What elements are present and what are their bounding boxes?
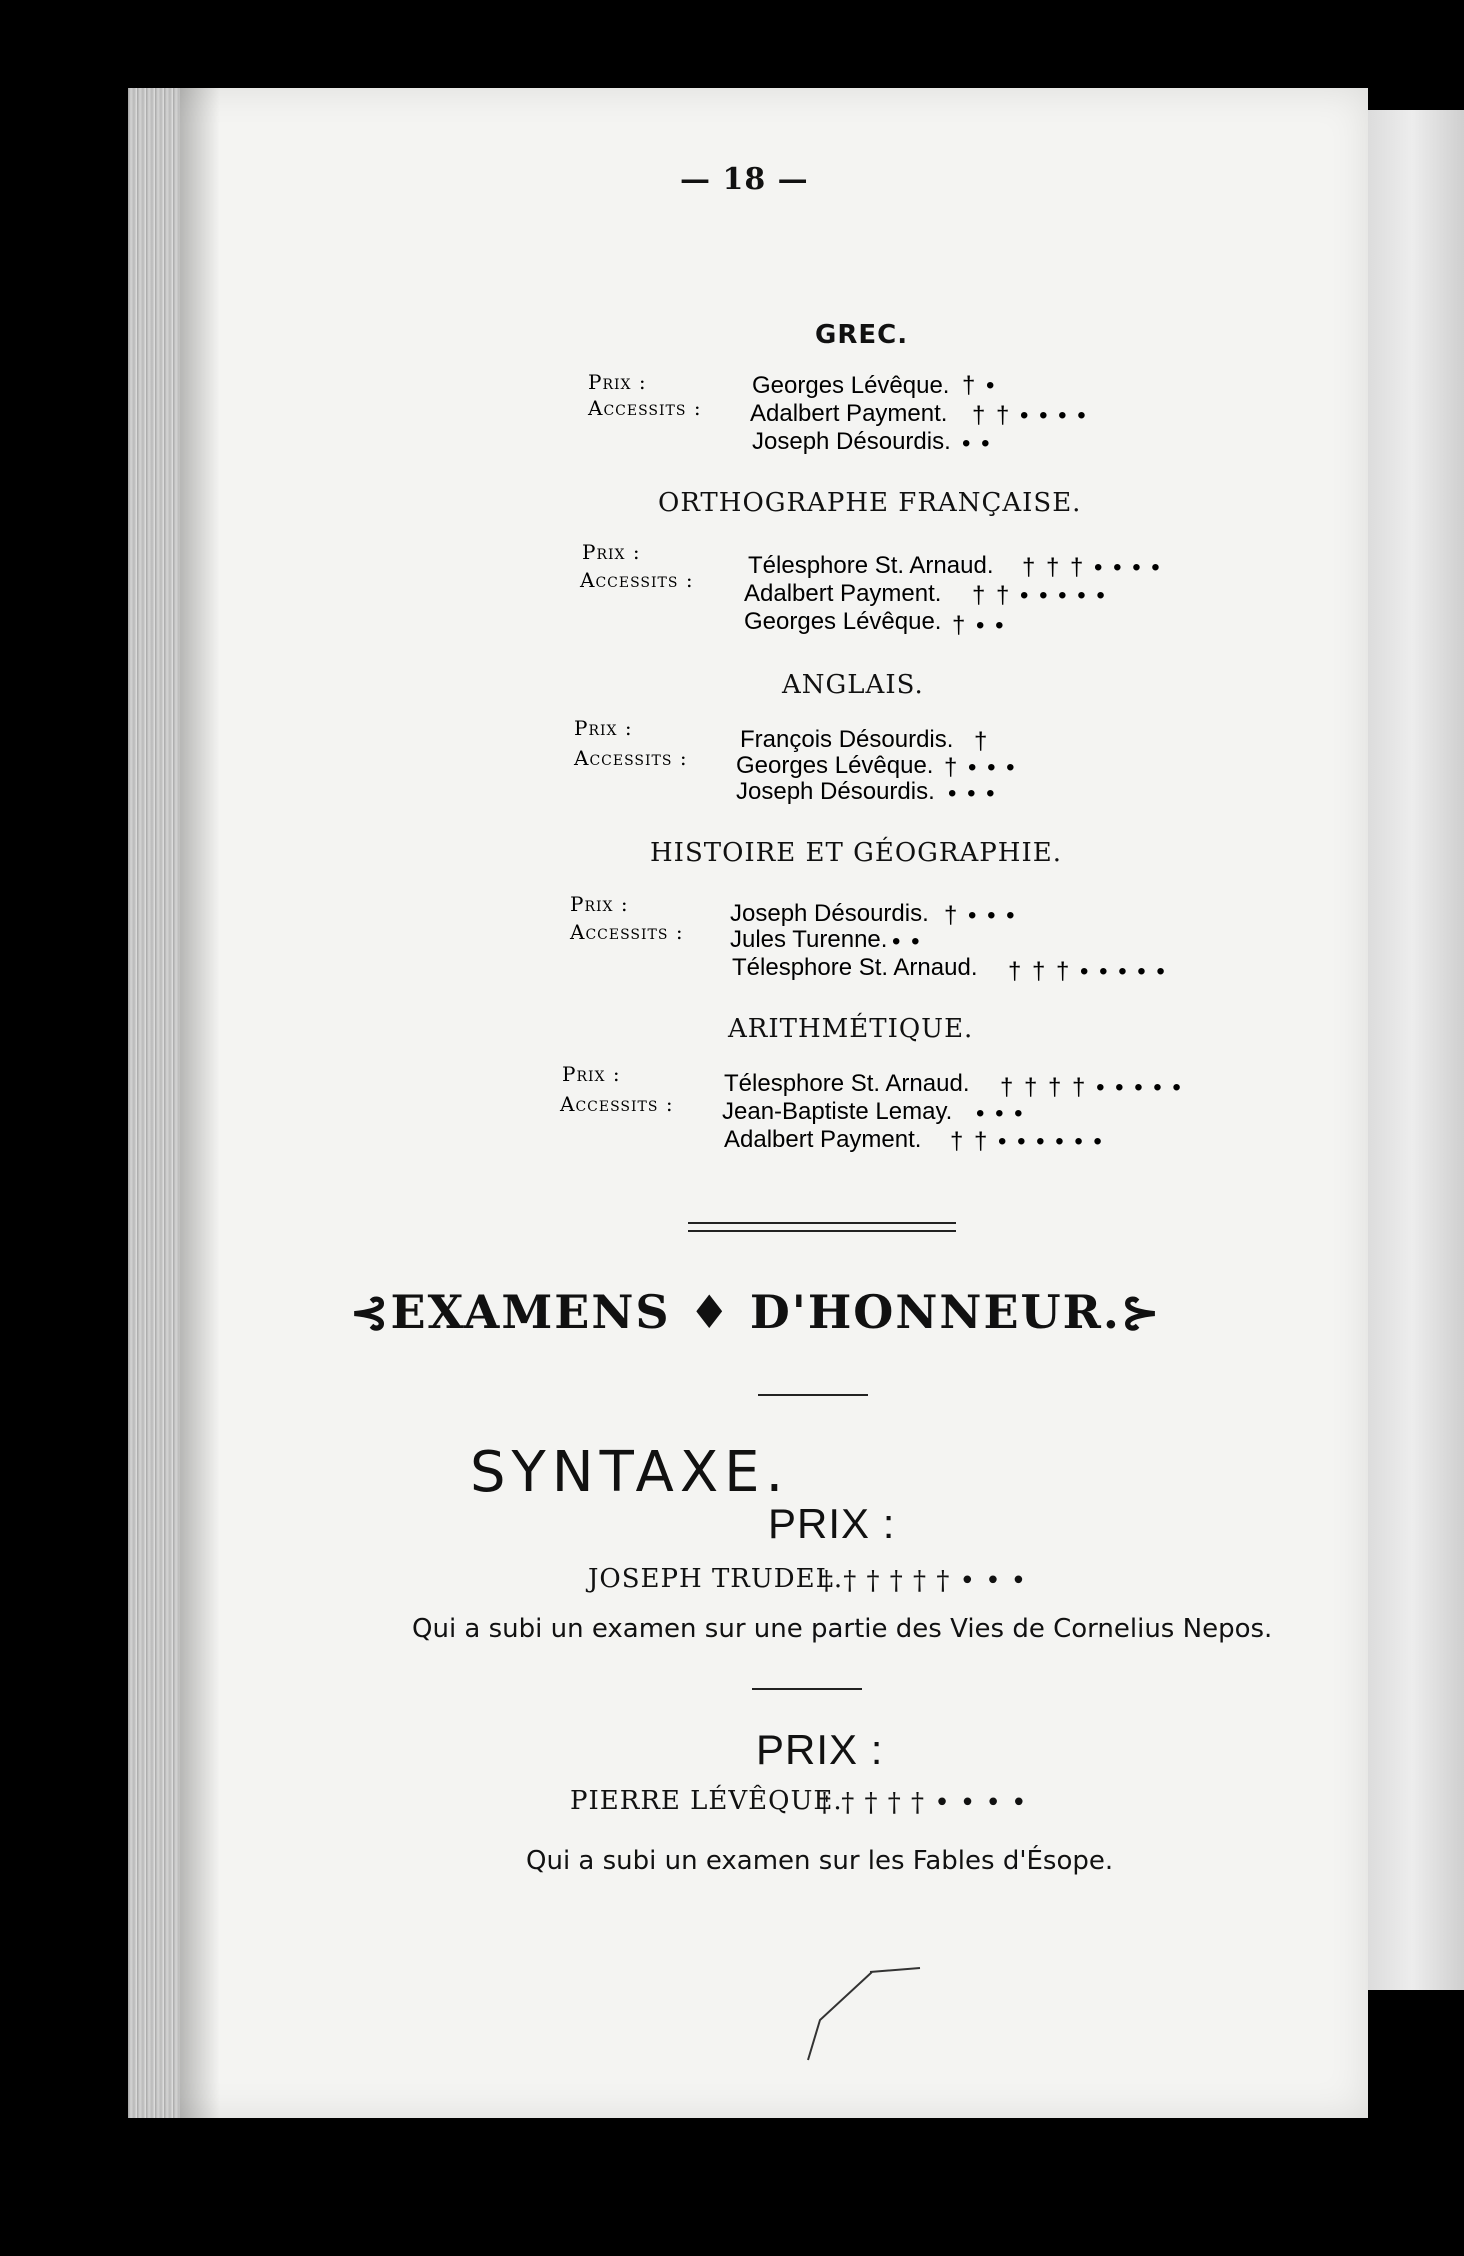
entry-name: Joseph Désourdis. — [730, 900, 929, 927]
winner-name: PIERRE LÉVÊQUE. — [570, 1786, 843, 1816]
entry-marks: • • — [962, 430, 992, 457]
entry-marks: † † • • • • — [972, 402, 1088, 429]
winner-marks: † † † † † • • • • — [818, 1788, 1028, 1818]
winner-marks: † † † † † † • • • — [820, 1566, 1028, 1596]
prix-label: Prix : — [582, 540, 641, 564]
ornament-right-icon: ⊱ — [1120, 1285, 1162, 1339]
entry-marks: † • • — [952, 612, 1006, 639]
divider-rule — [752, 1688, 862, 1690]
entry-marks: † † • • • • • • — [950, 1128, 1104, 1155]
entry-name: Joseph Désourdis. — [736, 778, 935, 805]
divider-rule — [688, 1230, 956, 1232]
entry-name: Adalbert Payment. — [750, 400, 948, 427]
section-title-orthographe: ORTHOGRAPHE FRANÇAISE. — [658, 488, 1082, 518]
next-page-edge — [1360, 110, 1464, 1990]
page-gutter — [128, 88, 180, 2118]
entry-name: Jules Turenne. — [730, 926, 888, 953]
divider-rule — [758, 1394, 868, 1396]
entry-name: Télesphore St. Arnaud. — [724, 1070, 970, 1097]
section-title-anglais: ANGLAIS. — [782, 670, 924, 700]
entry-marks: † • • • — [944, 902, 1017, 929]
entry-marks: † † † † • • • • • — [1000, 1074, 1183, 1101]
accessits-label: Accessits : — [560, 1092, 674, 1116]
entry-marks: † † † • • • • • — [1008, 958, 1167, 985]
entry-marks: † † † • • • • — [1022, 554, 1162, 581]
entry-marks: † • — [962, 372, 997, 399]
entry-marks: † † • • • • • — [972, 582, 1107, 609]
entry-marks: • • — [892, 928, 922, 955]
entry-name: Georges Lévêque. — [752, 372, 950, 399]
accessits-label: Accessits : — [574, 746, 688, 770]
section-title-histoire: HISTOIRE ET GÉOGRAPHIE. — [650, 838, 1062, 868]
entry-name: Jean-Baptiste Lemay. — [722, 1098, 953, 1125]
award-description: Qui a subi un examen sur les Fables d'Ésope. — [526, 1846, 1114, 1876]
entry-name: Georges Lévêque. — [744, 608, 942, 635]
entry-name: Adalbert Payment. — [744, 580, 942, 607]
entry-marks: • • • — [976, 1100, 1025, 1127]
pencil-mark-icon — [790, 1960, 930, 2070]
prix-heading: PRIX : — [756, 1726, 884, 1773]
prix-label: Prix : — [588, 370, 647, 394]
entry-name: François Désourdis. — [740, 726, 954, 753]
page-number: — 18 — — [680, 162, 809, 197]
entry-name: Adalbert Payment. — [724, 1126, 922, 1153]
accessits-label: Accessits : — [580, 568, 694, 592]
winner-name: JOSEPH TRUDEL. — [588, 1564, 844, 1594]
prix-heading: PRIX : — [768, 1500, 896, 1547]
accessits-label: Accessits : — [570, 920, 684, 944]
ornament-left-icon: ⊰ — [350, 1285, 391, 1339]
gutter-shadow — [180, 88, 220, 2118]
entry-name: Georges Lévêque. — [736, 752, 934, 779]
honneur-title-text: EXAMENS ♦ D'HONNEUR. — [390, 1285, 1121, 1339]
entry-name: Télesphore St. Arnaud. — [748, 552, 994, 579]
divider-rule — [688, 1222, 956, 1224]
entry-marks: † • • • — [944, 754, 1017, 781]
subject-title: SYNTAXE. — [470, 1440, 790, 1505]
section-title-grec: GREC. — [815, 320, 909, 350]
entry-marks: † — [974, 728, 990, 755]
entry-name: Joseph Désourdis. — [752, 428, 951, 455]
entry-marks: • • • — [948, 780, 997, 807]
honneur-title — [350, 1285, 1162, 1339]
accessits-label: Accessits : — [588, 396, 702, 420]
prix-label: Prix : — [574, 716, 633, 740]
entry-name: Télesphore St. Arnaud. — [732, 954, 978, 981]
prix-label: Prix : — [562, 1062, 621, 1086]
award-description: Qui a subi un examen sur une partie des Vies de Cornelius Nepos. — [412, 1614, 1273, 1644]
section-title-arithmetique: ARITHMÉTIQUE. — [728, 1014, 974, 1044]
prix-label: Prix : — [570, 892, 629, 916]
